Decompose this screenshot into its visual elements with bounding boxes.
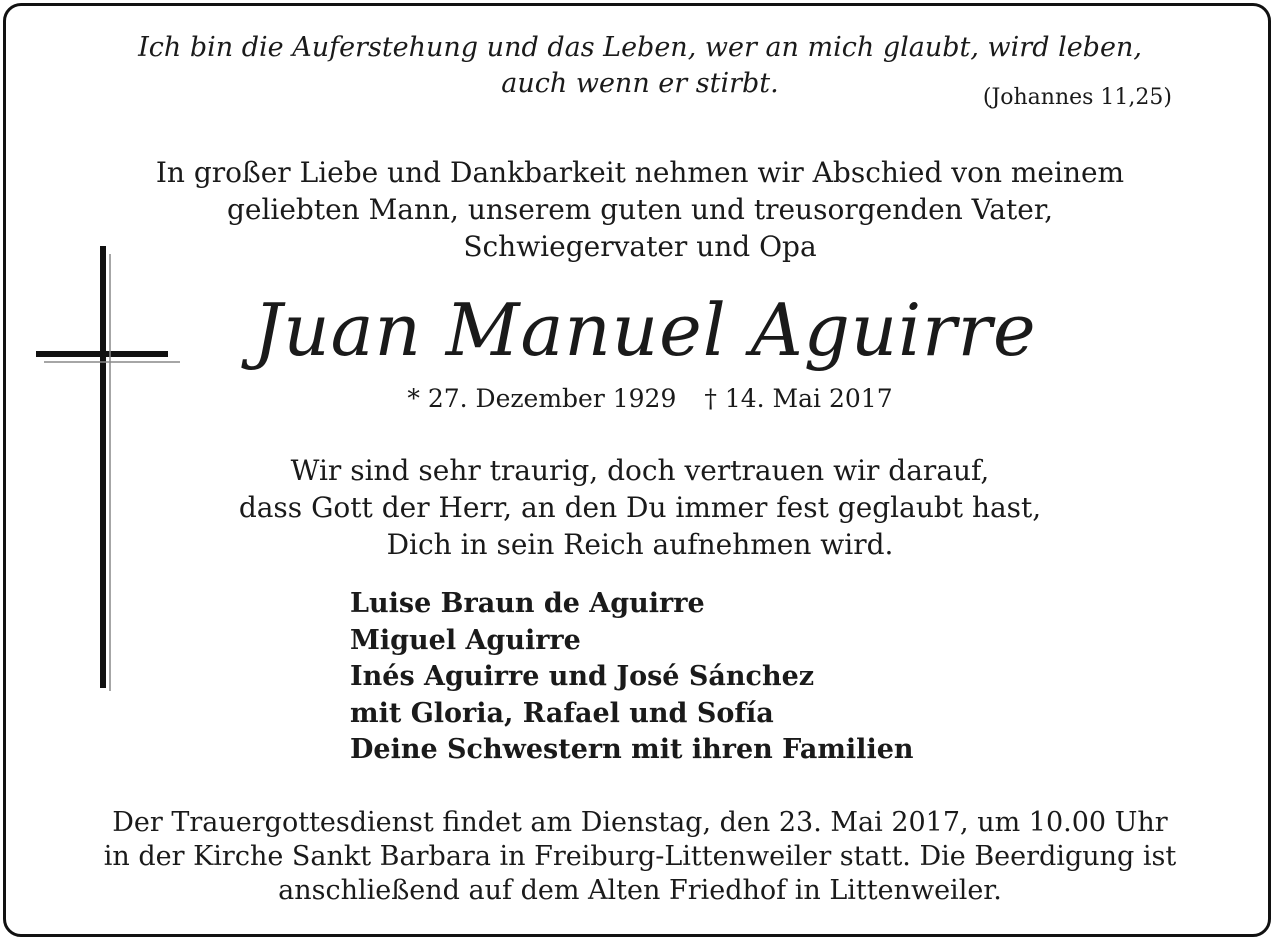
faith-text	[60, 452, 1220, 563]
faith-line-2: dass Gott der Herr, an den Du immer fest geglaubt hast,	[238, 491, 1042, 524]
verse-reference: (Johannes 11,25)	[982, 85, 1172, 110]
life-dates	[150, 383, 1150, 415]
death-date: † 14. Mai 2017	[704, 384, 893, 413]
intro-line-3: Schwiegervater und Opa	[463, 230, 817, 263]
mourners-list	[350, 586, 914, 769]
intro-line-1: In großer Liebe und Dankbarkeit nehmen wir Abschied von meinem	[155, 156, 1125, 189]
verse-line-1: Ich bin die Auferstehung und das Leben, wer an mich glaubt, wird leben,	[138, 32, 1142, 63]
verse-line-2: auch wenn er stirbt.	[501, 68, 779, 99]
funeral-service-info	[40, 806, 1240, 908]
faith-line-1: Wir sind sehr traurig, doch vertrauen wir darauf,	[290, 454, 990, 487]
service-line-2: in der Kirche Sankt Barbara in Freiburg-Littenweiler statt. Die Beerdigung ist	[103, 841, 1177, 872]
service-line-3: anschließend auf dem Alten Friedhof in Littenweiler.	[278, 875, 1002, 906]
birth-date: * 27. Dezember 1929	[407, 384, 677, 413]
mourner-item: Luise Braun de Aguirre	[350, 588, 705, 619]
mourner-item: Deine Schwestern mit ihren Familien	[350, 734, 914, 765]
deceased-name: Juan Manuel Aguirre	[253, 288, 1037, 372]
farewell-intro	[60, 154, 1220, 265]
service-line-1: Der Trauergottesdienst findet am Dienstag, den 23. Mai 2017, um 10.00 Uhr	[112, 807, 1168, 838]
intro-line-2: geliebten Mann, unserem guten und treusorgenden Vater,	[226, 193, 1054, 226]
mourner-item: Inés Aguirre und José Sánchez	[350, 661, 815, 692]
cross-horizontal-beam	[36, 351, 168, 357]
mourner-item: Miguel Aguirre	[350, 624, 581, 656]
faith-line-3: Dich in sein Reich aufnehmen wird.	[386, 528, 894, 561]
mourner-item: mit Gloria, Rafael und Sofía	[350, 697, 774, 729]
